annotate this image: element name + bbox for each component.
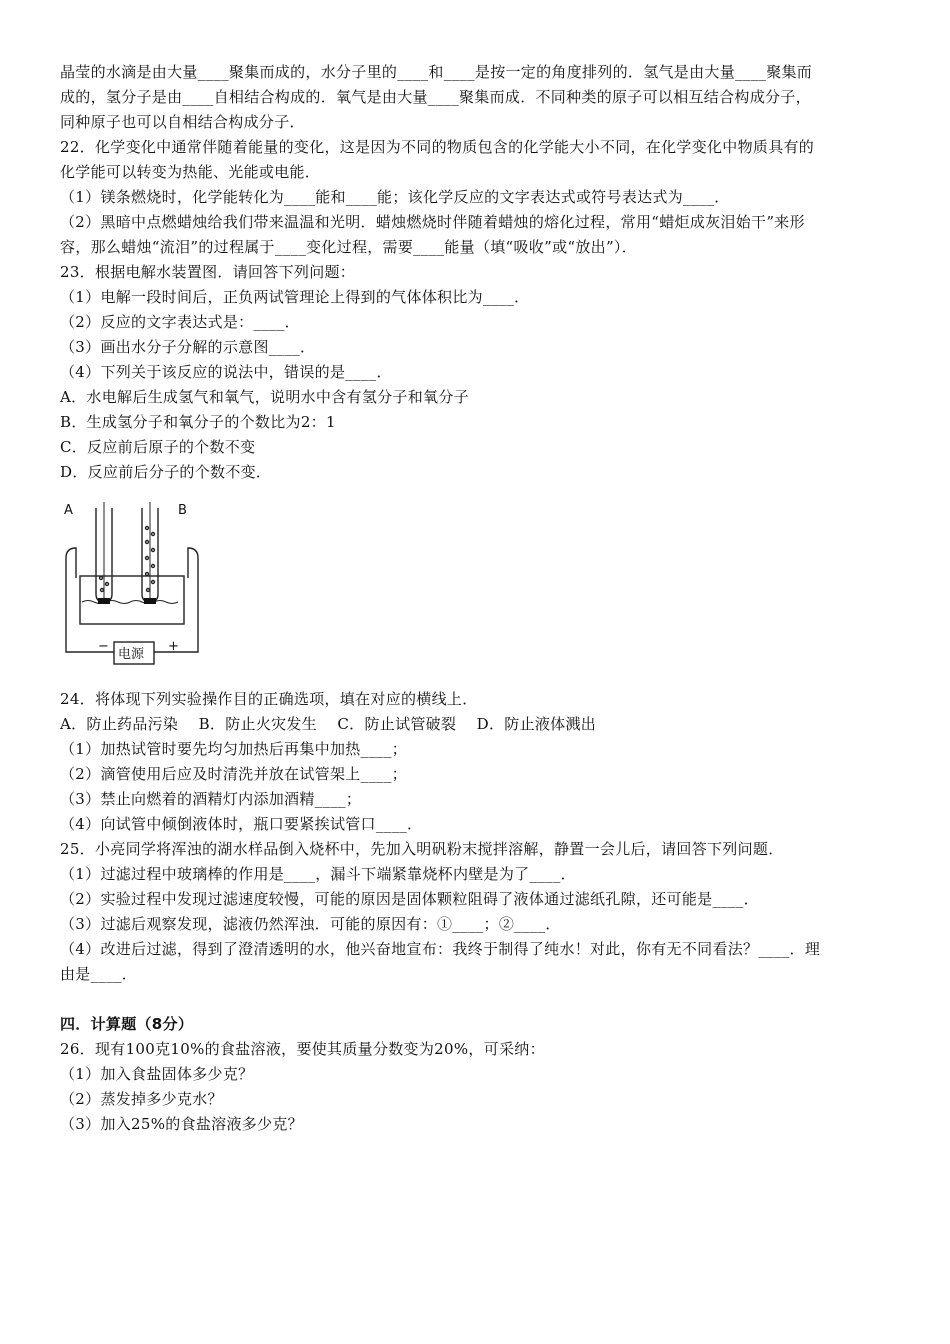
text-line: （1）加入食盐固体多少克？ <box>60 1065 254 1083</box>
power-label: 电源 <box>118 647 145 662</box>
text-line: （4）下列关于该反应的说法中，错误的是____． <box>60 363 392 381</box>
wire-left <box>66 558 114 652</box>
minus-sign: − <box>98 639 109 654</box>
option-line: A．防止药品污染 B．防止火灾发生 C．防止试管破裂 D．防止液体溅出 <box>60 715 597 733</box>
question-24: 24．将体现下列实验操作目的正确选项，填在对应的横线上． <box>60 690 478 708</box>
electrolysis-apparatus-figure <box>58 498 206 670</box>
wire-right <box>154 558 198 652</box>
option-line: C．反应前后原子的个数不变 <box>60 438 256 456</box>
text-line: 容，那么蜡烛“流泪”的过程属于____变化过程，需要____能量（填“吸收”或“放出”）． <box>60 238 638 256</box>
text-line: 化学能可以转变为热能、光能或电能． <box>60 163 321 181</box>
question-26: 26．现有100克10%的食盐溶液，要使其质量分数变为20%，可采纳： <box>60 1040 545 1058</box>
question-23: 23．根据电解水装置图．请回答下列问题： <box>60 263 356 281</box>
text-line: （3）加入25%的食盐溶液多少克？ <box>60 1115 303 1133</box>
text-line: （1）过滤过程中玻璃棒的作用是____，漏斗下端紧靠烧杯内壁是为了____． <box>60 865 576 883</box>
text-line: （3）画出水分子分解的示意图____． <box>60 338 316 356</box>
electrode-left <box>98 598 110 604</box>
text-line: （4）向试管中倾倒液体时，瓶口要紧挨试管口____． <box>60 815 423 833</box>
option-line: B．生成氢分子和氧分子的个数比为2：1 <box>60 413 336 431</box>
text-line: （3）禁止向燃着的酒精灯内添加酒精____； <box>60 790 362 808</box>
text-line: 成的，氢分子是由____自相结合构成的．氧气是由大量____聚集而成．不同种类的原子可以相互结合构成分子， <box>60 88 811 106</box>
text-line: （1）加热试管时要先均匀加热后再集中加热____； <box>60 740 408 758</box>
text-line: （3）过滤后观察发现，滤液仍然浑浊．可能的原因有：①____；②____． <box>60 915 561 933</box>
text-line: （2）实验过程中发现过滤速度较慢，可能的原因是固体颗粒阻碍了液体通过滤纸孔隙，还可能是____． <box>60 890 759 908</box>
text-line: （1）镁条燃烧时，化学能转化为____能和____能；该化学反应的文字表达式或符号表达式为____． <box>60 188 730 206</box>
text-line: 由是____． <box>60 965 138 983</box>
label-a: A <box>64 503 73 518</box>
option-line: D．反应前后分子的个数不变． <box>60 463 272 481</box>
question-25: 25．小亮同学将浑浊的湖水样品倒入烧杯中，先加入明矾粉末搅拌溶解，静置一会儿后，请回答下列问题． <box>60 840 784 858</box>
text-line: （2）反应的文字表达式是：____． <box>60 313 300 331</box>
label-b: B <box>178 503 187 518</box>
text-line: （2）蒸发掉多少克水？ <box>60 1090 223 1108</box>
text-line: 同种原子也可以自相结合构成分子． <box>60 113 305 131</box>
text-line: （1）电解一段时间后，正负两试管理论上得到的气体体积比为____． <box>60 288 530 306</box>
electrode-right <box>144 598 156 604</box>
option-line: A．水电解后生成氢气和氧气，说明水中含有氢分子和氧分子 <box>60 388 469 406</box>
text-line: （2）黑暗中点燃蜡烛给我们带来温温和光明．蜡烛燃烧时伴随着蜡烛的熔化过程，常用“蜡炬成灰泪始干”来形 <box>60 213 805 231</box>
section-heading: 四．计算题（8分） <box>60 1015 194 1033</box>
plus-sign: + <box>168 639 179 654</box>
question-22: 22．化学变化中通常伴随着能量的变化，这是因为不同的物质包含的化学能大小不同，在化学变化中物质具有的 <box>60 138 815 156</box>
text-line: （4）改进后过滤，得到了澄清透明的水，他兴奋地宣布：我终于制得了纯水！对此，你有无不同看法？____．理 <box>60 940 821 958</box>
text-line: （2）滴管使用后应及时清洗并放在试管架上____； <box>60 765 408 783</box>
text-line: 晶莹的水滴是由大量____聚集而成的，水分子里的____和____是按一定的角度排列的．氢气是由大量____聚集而 <box>60 63 813 81</box>
